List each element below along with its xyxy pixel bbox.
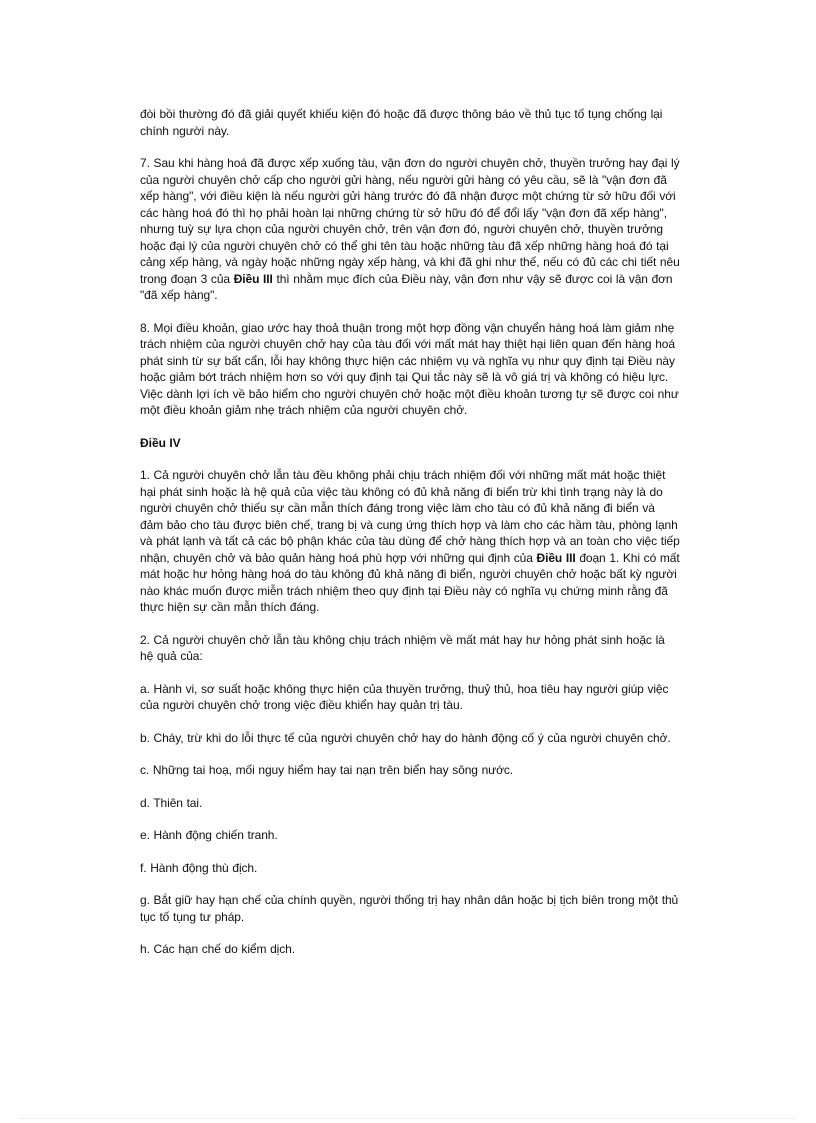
- article-iii-reference: Điều III: [536, 550, 576, 565]
- list-item-c: c. Những tai hoạ, mối nguy hiểm hay tai nạn trên biển hay sông nước.: [140, 763, 514, 777]
- article-iii-reference: Điều III: [233, 271, 273, 286]
- article-iv-paragraph-2: 2. Cả người chuyên chở lẫn tàu không chịu trách nhiệm về mất mát hay hư hỏng phát sinh hoặc là hệ quả của:: [140, 632, 665, 663]
- paragraph-7-text-end: thì nhằm mục đích của Điều này, vận đơn như vậy sẽ được coi là vận đơn "đã xếp hàng".: [140, 271, 673, 302]
- list-item-h: h. Các hạn chế do kiểm dịch.: [140, 942, 295, 956]
- paragraph-7: [140, 155, 680, 304]
- page-bottom-divider: [20, 1118, 796, 1119]
- article-iv-paragraph-1-text: 1. Cả người chuyên chở lẫn tàu đều không phải chịu trách nhiệm đối với những mất mát hoặc thiệt hại phát sinh hoặc là hệ quả của việc tàu không có đủ khả năng đi biển trừ khi tình trạng này là do người chuyên chở thiếu sự cần mẫn thích đáng trong việc làm cho tàu có đủ khả năng đi biển và đảm bảo cho tàu được biên chế, trang bị và cung ứng thích hợp và làm cho các hầm tàu, phòng lạnh và phát lạnh và tất cả các bộ phận khác của tàu dùng để chở hàng thích hợp và an toàn cho việc tiếp nhận, chuyên chở và bảo quản hàng hoá phù hợp với những qui định của: [140, 468, 680, 565]
- list-item-d: d. Thiên tai.: [140, 795, 203, 810]
- paragraph-continuation: đòi bồi thường đó đã giải quyết khiếu kiện đó hoặc đã được thông báo về thủ tục tố tụng chống lại chính người này.: [140, 107, 663, 138]
- document-page: [140, 106, 680, 974]
- paragraph-7-text: 7. Sau khi hàng hoá đã được xếp xuống tàu, vận đơn do người chuyên chở, thuyền trưởng hay đại lý của người chuyên chở cấp cho người gửi hàng, nếu người gửi hàng có yêu cầu, sẽ là "vận đơn đã xếp hàng", với điều kiện là nếu người gửi hàng trước đó đã nhận được một chứng từ sở hữu đối với các hàng hoá đó thì họ phải hoàn lại những chứng từ sở hữu đó để đổi lấy "vận đơn đã xếp hàng", nhưng tuỳ sự lựa chọn của người chuyên chở, trên vận đơn đó, người chuyên chở, thuyền trưởng hoặc đại lý của người chuyên chở có thể ghi tên tàu hoặc những tàu đã xếp những hàng hoá đó tại cảng xếp hàng, và ngày hoặc những ngày xếp hàng, và khi đã ghi như thế, nếu có đủ các chi tiết nêu trong đoạn 3 của: [140, 156, 680, 286]
- article-iv-paragraph-1: [140, 467, 680, 616]
- list-item-f: f. Hành động thù địch.: [140, 860, 258, 875]
- article-heading: Điều IV: [140, 435, 181, 450]
- paragraph-8: 8. Mọi điều khoản, giao ước hay thoả thuận trong một hợp đồng vận chuyển hàng hoá làm giảm nhẹ trách nhiệm của người chuyên chở hay của tàu đối với mất mát hay thiệt hại liên quan đến hàng hoá phát sinh từ sự bất cẩn, lỗi hay không thực hiện các nhiệm vụ và nghĩa vụ như quy định tại Điều này hoặc giảm bớt trách nhiệm hơn so với quy định tại Qui tắc này sẽ là vô giá trị và không có hiệu lực. Việc dành lợi ích về bảo hiểm cho người chuyên chở hoặc một điều khoản tương tự sẽ được coi như một điều khoản giảm nhẹ trách nhiệm của người chuyên chở.: [140, 320, 679, 417]
- article-iv-paragraph-1-text-end: đoạn 1. Khi có mất mát hoặc hư hỏng hàng hoá do tàu không đủ khả năng đi biển, người chuyên chở hoặc bất kỳ người nào khác muốn được miễn trách nhiệm theo quy định tại Điều này có nghĩa vụ chứng minh rằng đã thực hiện sự cần mẫn thích đáng.: [140, 550, 680, 614]
- list-item-b: b. Cháy, trừ khi do lỗi thực tế của người chuyên chở hay do hành động cố ý của người chuyên chở.: [140, 730, 671, 745]
- list-item-e: e. Hành động chiến tranh.: [140, 828, 278, 842]
- list-item-a: a. Hành vi, sơ suất hoặc không thực hiện của thuyền trưởng, thuỷ thủ, hoa tiêu hay người giúp việc của người chuyên chở trong việc điều khiển hay quản trị tàu.: [140, 681, 669, 712]
- list-item-g: g. Bắt giữ hay hạn chế của chính quyền, người thống trị hay nhân dân hoặc bị tịch biên trong một thủ tục tố tụng tư pháp.: [140, 893, 679, 924]
